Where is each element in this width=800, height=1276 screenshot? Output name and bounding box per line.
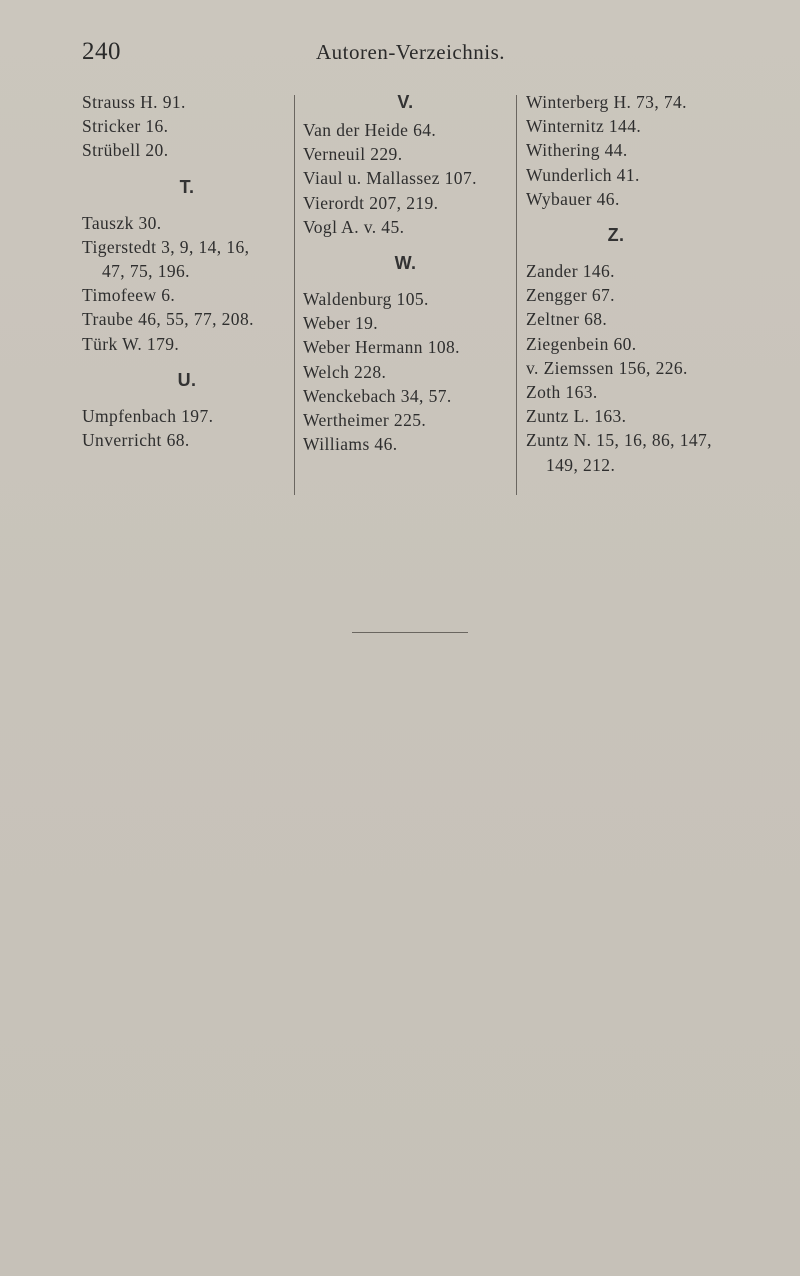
index-entry: Strübell 20. [82, 140, 169, 161]
index-entry: Zeltner 68. [526, 309, 608, 330]
index-entry: Unverricht 68. [82, 430, 190, 451]
index-entry: Ziegenbein 60. [526, 333, 637, 354]
index-entry-continuation: 47, 75, 196. [102, 261, 190, 282]
index-entry-continuation: 149, 212. [546, 454, 616, 475]
end-rule [352, 632, 468, 633]
index-entry: Withering 44. [526, 140, 628, 161]
section-letter: Z. [607, 225, 625, 246]
column-divider-1 [294, 95, 295, 495]
section-letter: U. [177, 369, 197, 390]
index-entry: Vierordt 207, 219. [303, 192, 439, 213]
index-entry: Traube 46, 55, 77, 208. [82, 309, 254, 330]
index-entry: Stricker 16. [82, 116, 169, 137]
index-entry: Türk W. 179. [82, 333, 180, 354]
index-entry: Weber Hermann 108. [303, 337, 460, 358]
column-divider-2 [516, 95, 517, 495]
index-entry: Zoth 163. [526, 382, 598, 403]
section-letter: T. [179, 176, 195, 197]
section-letter: W. [394, 253, 417, 274]
index-entry: Zuntz L. 163. [526, 406, 627, 427]
section-letter: V. [397, 92, 414, 112]
index-entry: Williams 46. [303, 434, 398, 455]
index-entry: Zengger 67. [526, 285, 615, 306]
index-column-3 [526, 90, 798, 477]
index-entry: Tauszk 30. [82, 212, 162, 233]
index-entry: Verneuil 229. [303, 144, 403, 165]
page-number: 240 [82, 38, 121, 65]
index-entry: Viaul u. Mallassez 107. [303, 168, 477, 189]
index-entry: Timofeew 6. [82, 285, 176, 306]
index-entry: Wenckebach 34, 57. [303, 385, 452, 406]
index-entry: Welch 228. [303, 361, 387, 382]
index-column-2 [303, 90, 508, 456]
index-entry: Tigerstedt 3, 9, 14, 16, [82, 236, 250, 257]
index-entry: Wertheimer 225. [303, 410, 427, 431]
index-entry: Wybauer 46. [526, 188, 620, 209]
running-title: Autoren-Verzeichnis. [316, 40, 506, 64]
index-entry: Zuntz N. 15, 16, 86, 147, [526, 430, 712, 451]
index-entry: Umpfenbach 197. [82, 405, 214, 426]
index-entry: Strauss H. 91. [82, 92, 186, 112]
index-entry: Zander 146. [526, 261, 615, 282]
index-entry: Winternitz 144. [526, 116, 642, 137]
index-column-1 [82, 90, 292, 452]
index-entry: Van der Heide 64. [303, 120, 437, 140]
index-entry: Wunderlich 41. [526, 164, 640, 185]
index-entry: Winterberg H. 73, 74. [526, 92, 687, 112]
index-entry: Waldenburg 105. [303, 289, 429, 310]
index-entry: Weber 19. [303, 313, 379, 334]
index-entry: v. Ziemssen 156, 226. [526, 357, 688, 378]
index-entry: Vogl A. v. 45. [303, 216, 405, 237]
